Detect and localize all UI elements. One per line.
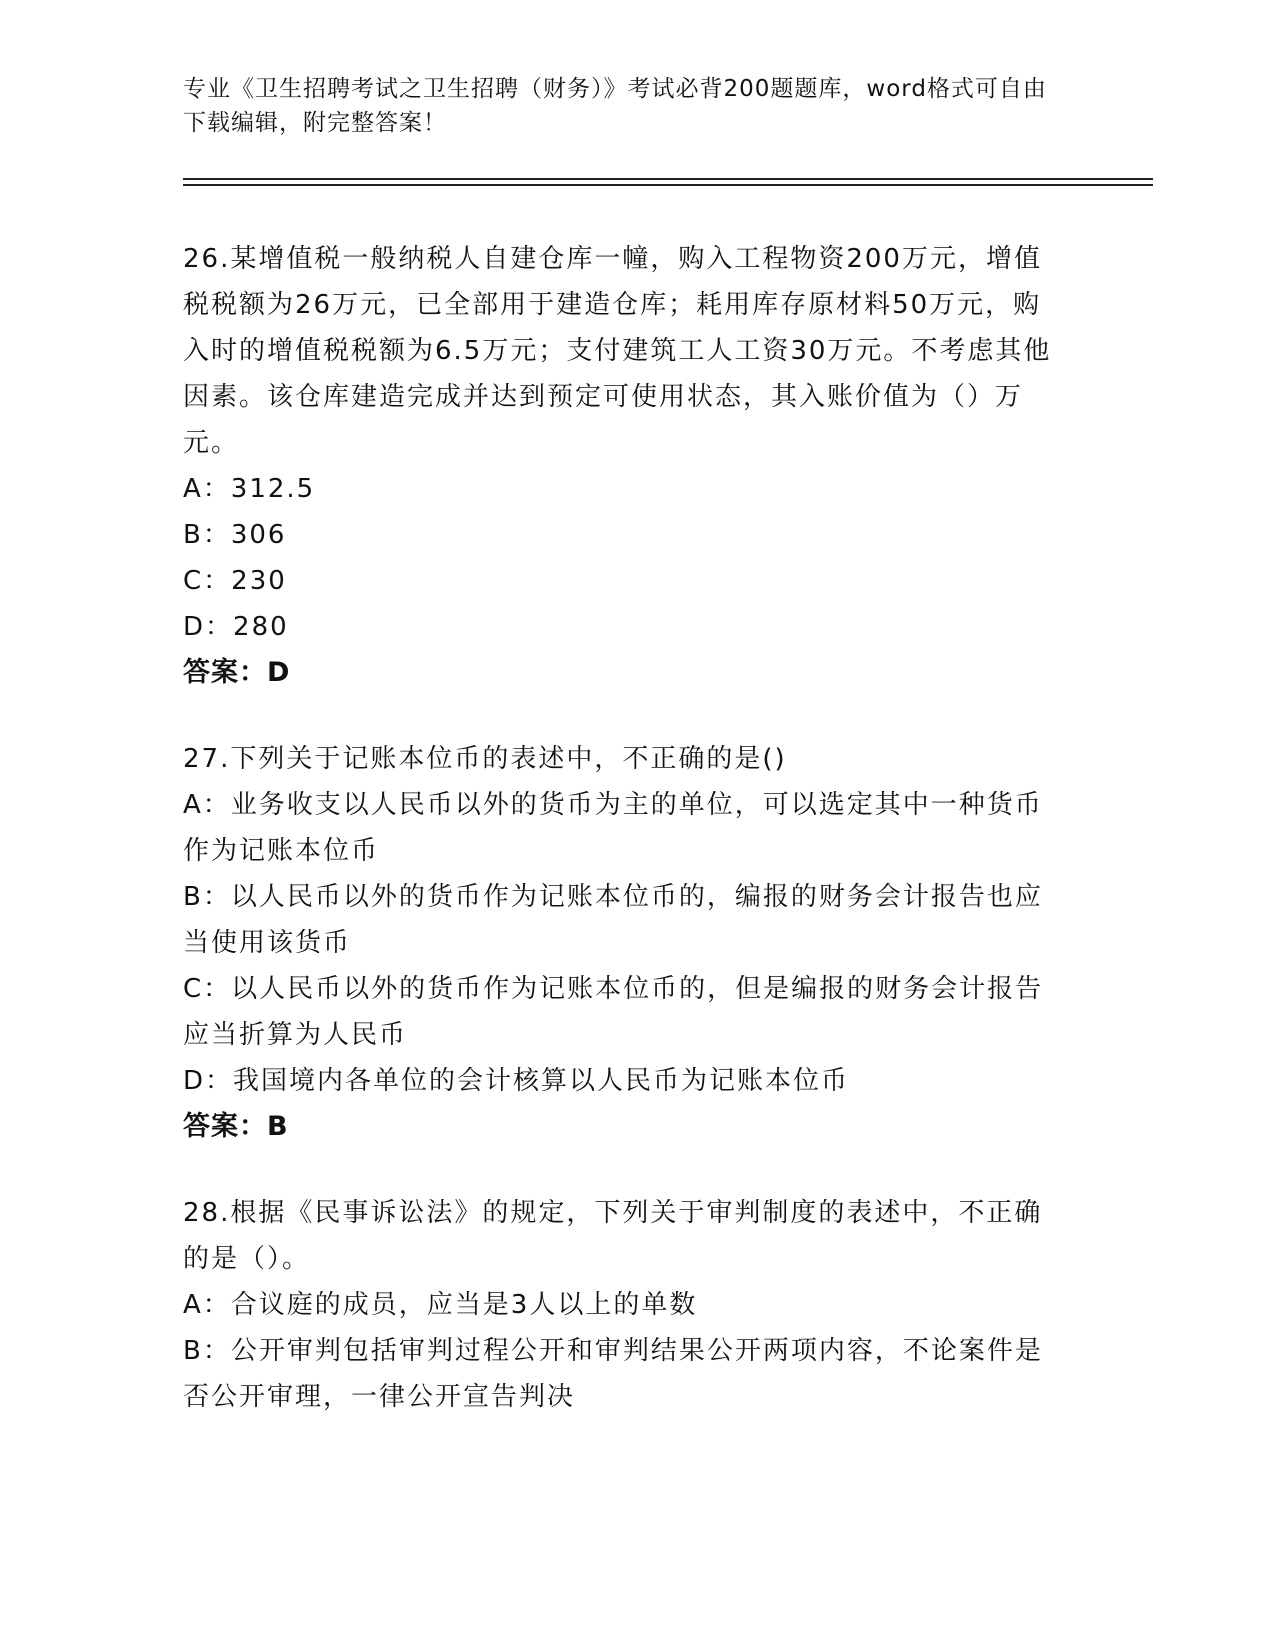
option-b: B：以人民币以外的货币作为记账本位币的，编报的财务会计报告也应当使用该货币 [183,882,1043,958]
document-header: 专业《卫生招聘考试之卫生招聘（财务）》考试必背200题题库，word格式可自由下载编辑，附完整答案！ [183,76,1047,136]
option-a: A：312.5 [183,474,316,504]
question-stem: 27.下列关于记账本位币的表述中，不正确的是() [183,744,787,774]
question-list [183,236,1063,1460]
option-b: B：公开审判包括审判过程公开和审判结果公开两项内容，不论案件是否公开审理，一律公开宣告判决 [183,1336,1043,1412]
option-b: B：306 [183,520,287,550]
answer-label: 答案：D [183,657,291,688]
option-d: D：280 [183,612,289,642]
header-divider-bottom [183,184,1153,186]
question-stem: 28.根据《民事诉讼法》的规定，下列关于审判制度的表述中，不正确的是（）。 [183,1198,1043,1274]
option-c: C：230 [183,566,287,596]
header-divider-top [183,178,1153,180]
option-a: A：业务收支以人民币以外的货币为主的单位，可以选定其中一种货币作为记账本位币 [183,790,1043,866]
question-26 [183,236,1063,696]
answer-label: 答案：B [183,1111,289,1142]
option-c: C：以人民币以外的货币作为记账本位币的，但是编报的财务会计报告应当折算为人民币 [183,974,1044,1050]
option-a: A：合议庭的成员，应当是3人以上的单数 [183,1290,698,1320]
question-27 [183,736,1063,1150]
question-28 [183,1190,1063,1420]
question-stem: 26.某增值税一般纳税人自建仓库一幢，购入工程物资200万元，增值税税额为26万元，已全部用于建造仓库；耗用库存原材料50万元，购入时的增值税税额为6.5万元；支付建筑工人工资30万元。不考虑其他因素。该仓库建造完成并达到预定可使用状态，其入账价值为（）万元。 [183,244,1052,458]
option-d: D：我国境内各单位的会计核算以人民币为记账本位币 [183,1066,850,1096]
